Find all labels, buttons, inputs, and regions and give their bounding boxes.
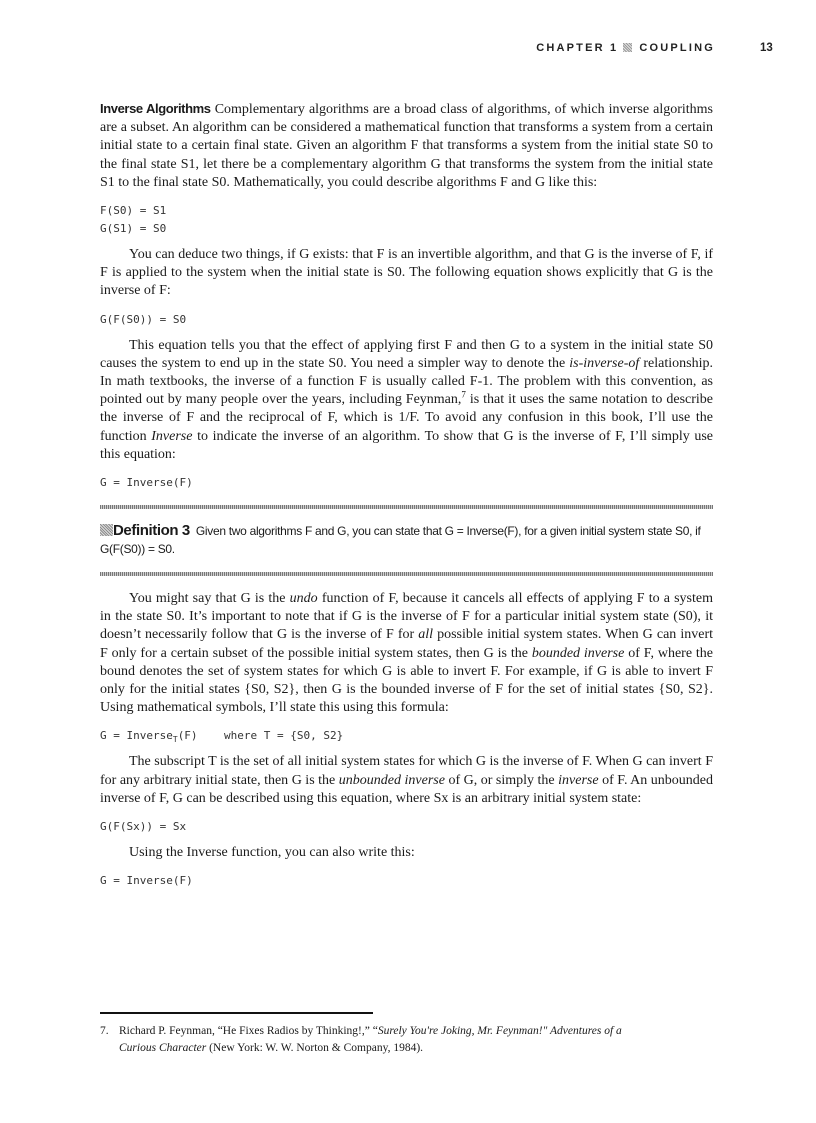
definition-text: [100, 522, 713, 558]
text-run: The subscript T is the set of all initial system states for which G is the inverse of F. When G can invert F for any arbitrary initial state, then G is the: [100, 754, 713, 788]
running-header: [0, 42, 816, 58]
footnote-text: Richard P. Feynman, “He Fixes Radios by Thinking!,” “: [119, 1025, 378, 1037]
emphasis-bounded-inverse: bounded inverse: [531, 645, 625, 661]
definition-title: Definition 3: [113, 522, 190, 540]
paragraph-equation-explained: [100, 337, 713, 464]
footnote-7: [100, 1023, 700, 1057]
footnote-number: 7.: [100, 1025, 109, 1037]
square-separator-icon: [623, 43, 632, 52]
page-number: 13: [760, 42, 773, 54]
body-text: [100, 100, 713, 890]
code-block-f-g: F(S0) = S1 G(S1) = S0: [100, 204, 167, 236]
chapter-label: [536, 42, 715, 54]
code-block-inverse: G = Inverse(F): [100, 476, 193, 490]
text-run: to indicate the inverse of an algorithm. To show that G is the inverse of F, I’ll simply use this equation:: [100, 428, 714, 462]
code-block-sx: G(F(Sx)) = Sx: [100, 820, 187, 834]
code-block-g-of-f: G(F(S0)) = S0: [100, 312, 187, 326]
text-run: You might say that G is the: [129, 591, 286, 607]
text-run: This equation tells you that the effect of applying first F and then G to a system in the initial state S0 causes the system to end up in the state S0. You need a simpler way to denote the: [100, 337, 713, 371]
paragraph-undo: [100, 590, 713, 717]
definition-top-rule: [100, 505, 713, 509]
text-run: function of F, because it cancels all effects of applying F to a system in the state S0. It’s important to note that if G is the inverse of F for a particular initial system state (S0), it doesn’t necessarily follow that G is the inverse of F for: [100, 591, 714, 643]
code-block-bounded-inverse: [100, 727, 713, 745]
definition-marker-icon: [100, 524, 113, 536]
code-text: (F) where T = {S0, S2}: [177, 729, 344, 743]
emphasis-inverse: Inverse: [151, 428, 193, 444]
text-run: relationship. In math textbooks, the inverse of a function F is usually called F-1. The problem with this convention, as pointed out by many people over the years, including Feynman,: [100, 355, 713, 408]
chapter-number: CHAPTER 1: [536, 42, 619, 54]
code-text: G = Inverse: [100, 729, 173, 743]
footnote-separator: [100, 1012, 373, 1014]
code-block-inverse-final: G = Inverse(F): [100, 874, 193, 888]
run-in-heading: Inverse Algorithms: [100, 101, 211, 116]
emphasis-inverse-word: inverse: [558, 772, 599, 788]
definition-box: [100, 505, 713, 576]
chapter-title: COUPLING: [639, 42, 715, 54]
footnote-book-title-cont: Curious Character: [119, 1042, 207, 1054]
subscript-t: T: [172, 735, 178, 745]
footnote-ref[interactable]: 7: [461, 389, 466, 400]
text-run: of F. An unbounded inverse of F, G can be described using this equation, where Sx is an arbitrary initial system state:: [100, 772, 714, 806]
paragraph-text: Complementary algorithms are a broad class of algorithms, of which inverse algorithms are a subset. An algorithm can be considered a mathematical function that transforms a system from a certain initial state to a certain final state. Given an algorithm F that transforms a system from the initial state S0 to the final state S1, let there be a complementary algorithm G that transforms the system from the initial state S1 to the final state S0. Mathematically, you could describe algorithms F and G like this:: [100, 102, 714, 190]
paragraph-deduce: You can deduce two things, if G exists: that F is an invertible algorithm, and that G is the inverse of F, if F is applied to the system when the initial state is S0. The following equation shows explicitly that G is the inverse of F:: [100, 247, 713, 299]
emphasis-is-inverse-of: is-inverse-of: [569, 355, 640, 371]
emphasis-unbounded-inverse: unbounded inverse: [338, 772, 445, 788]
paragraph-inverse-algorithms: [100, 100, 713, 192]
text-run: of G, or simply the: [448, 772, 555, 788]
definition-body: Given two algorithms F and G, you can state that G = Inverse(F), for a given initial system state S0, if G(F(S0)) = S0.: [100, 524, 701, 557]
footnote-book-title: Surely You're Joking, Mr. Feynman!" Adventures of a: [377, 1025, 622, 1037]
footnote-publisher: (New York: W. W. Norton & Company, 1984).: [209, 1042, 424, 1054]
text-run: is that it uses the same notation to describe the inverse of F and the reciprocal of F, which is 1/F. To avoid any confusion in this book, I’ll use the function: [100, 392, 714, 444]
paragraph-subscript: [100, 753, 713, 808]
text-run: of F, where the bound denotes the set of system states for which G is able to invert F. For example, if G is able to invert F only for the initial states {S0, S2}, then G is the bounded inverse of F for the set of initial states {S0, S2}. Using mathematical symbols, I’ll state this using this formula:: [100, 645, 714, 716]
paragraph-inverse-function: Using the Inverse function, you can also write this:: [129, 845, 415, 861]
text-run: possible initial system states. When G can invert F only for a certain subset of the possible initial system states, then G is the: [100, 627, 714, 661]
emphasis-undo: undo: [289, 591, 318, 607]
definition-bottom-rule: [100, 572, 713, 576]
emphasis-all: all: [418, 627, 434, 643]
